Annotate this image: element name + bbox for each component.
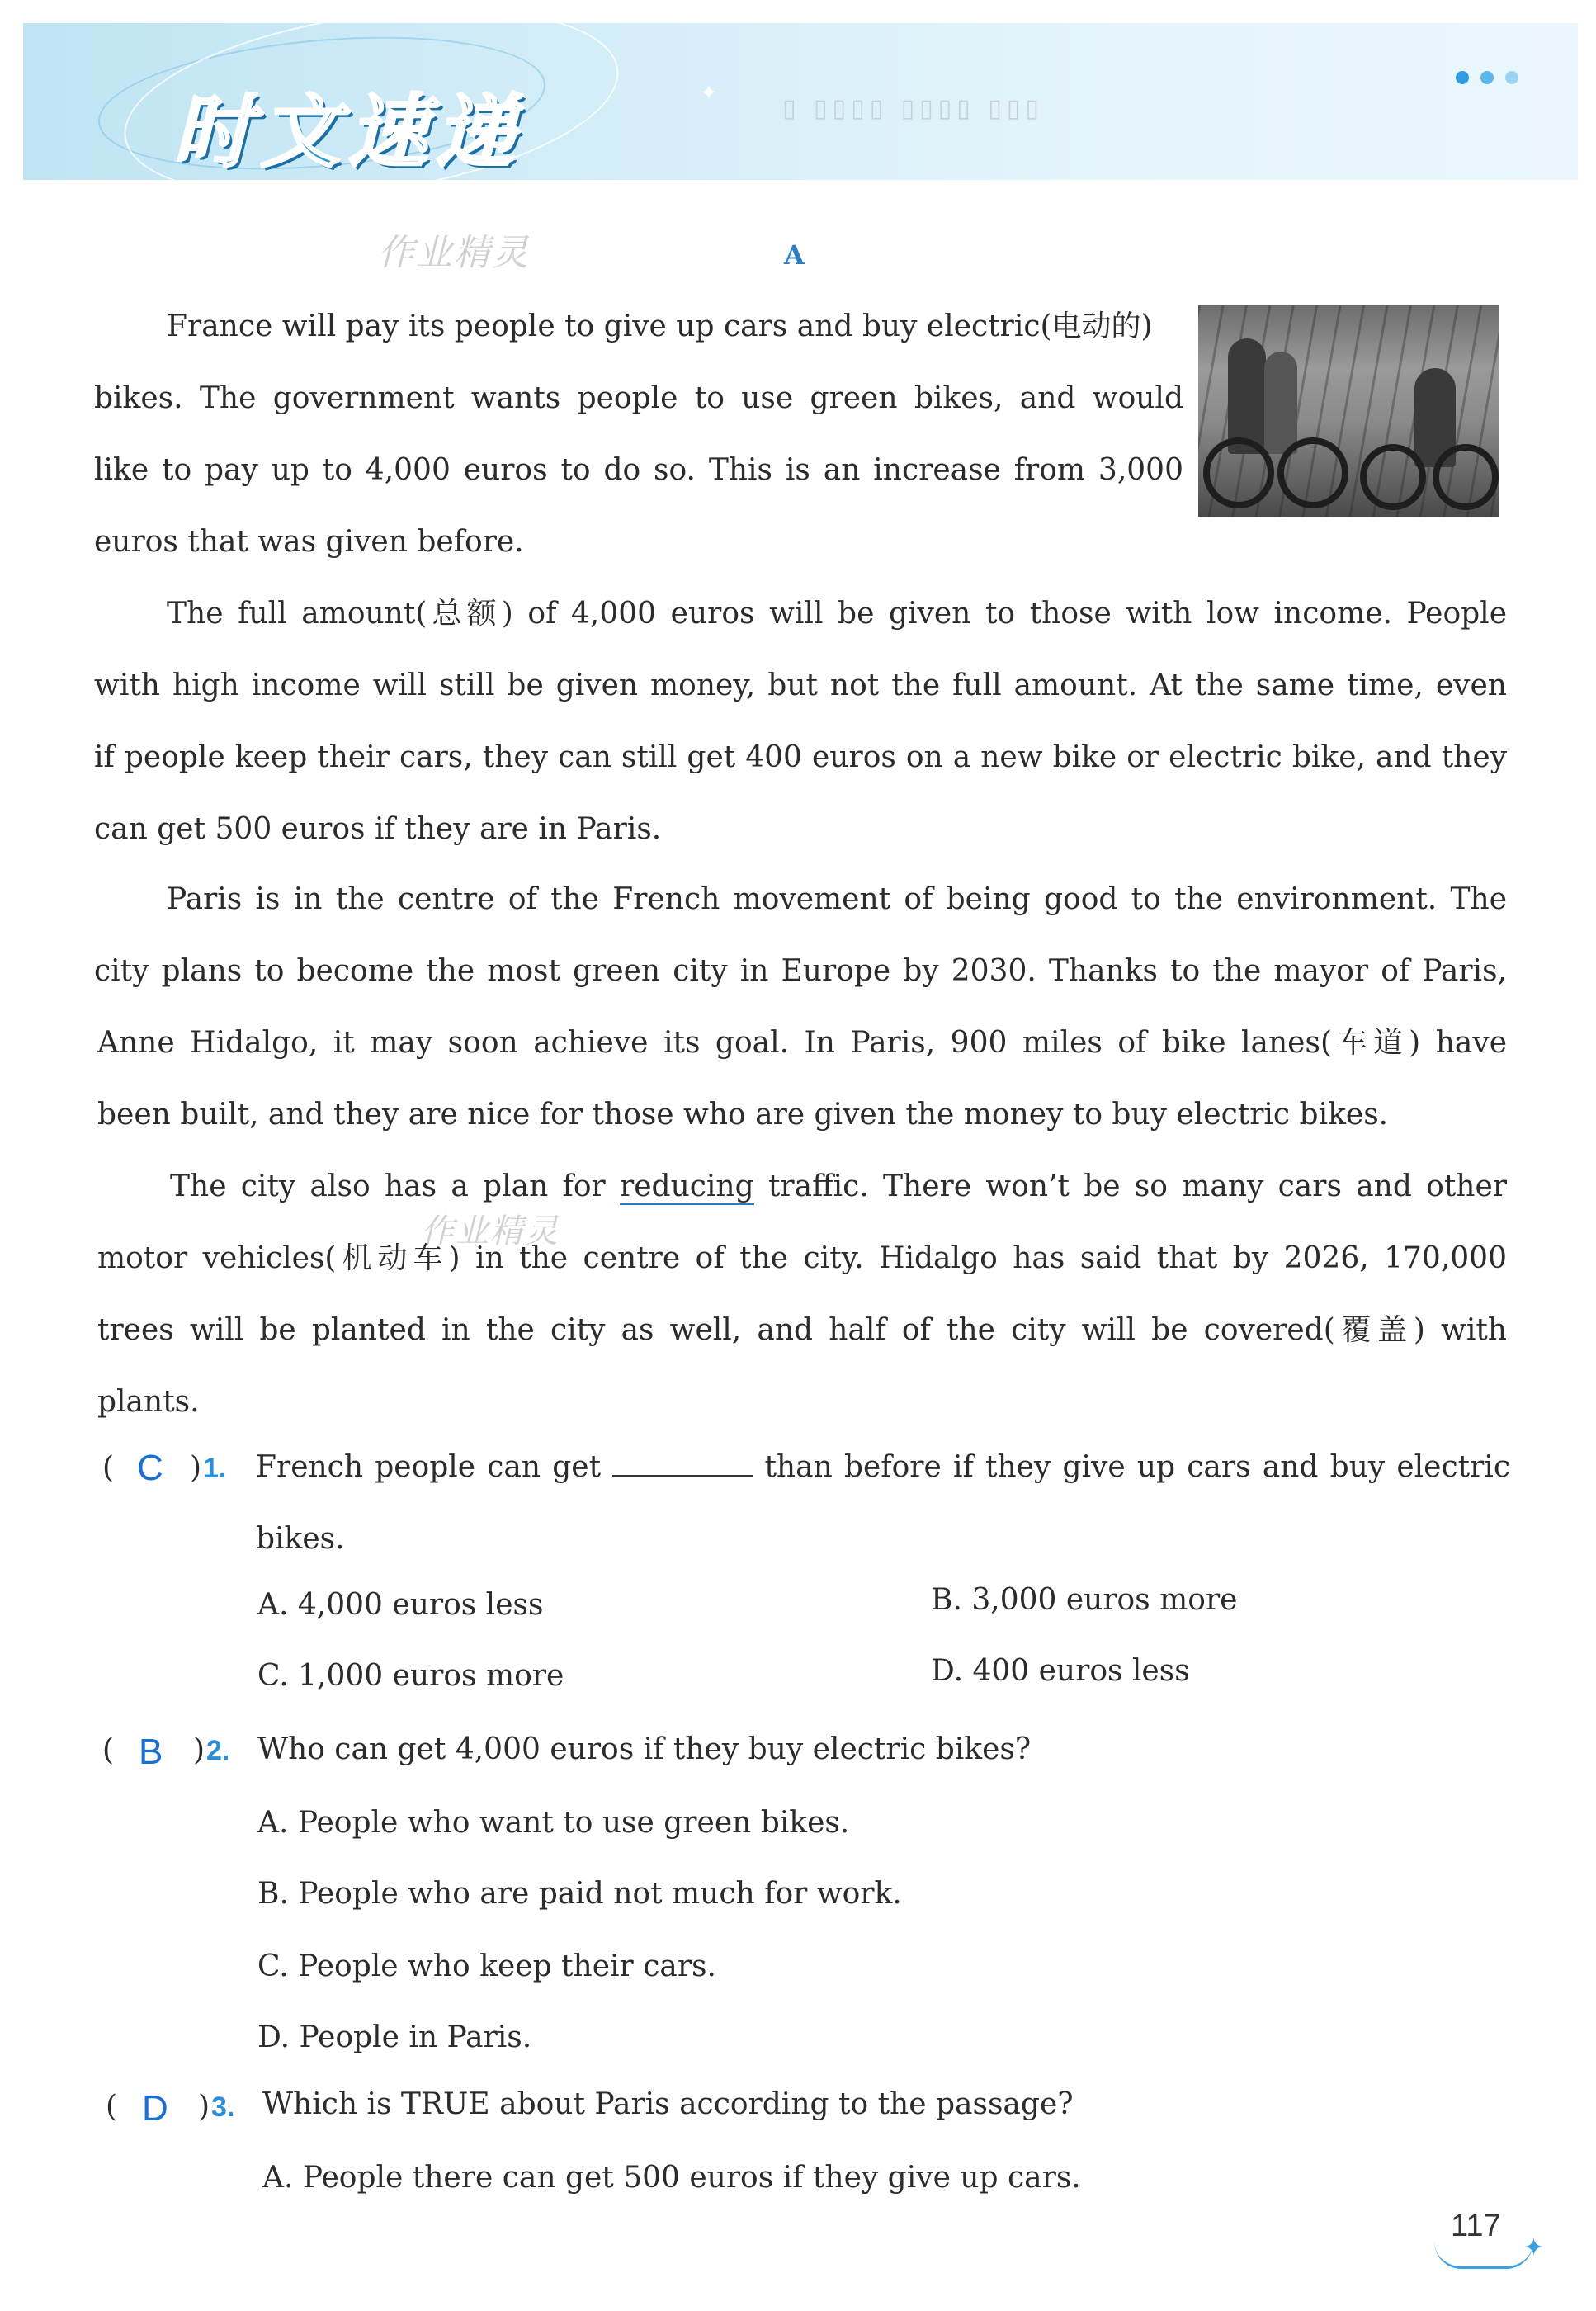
faint-bleed-text: ▯ ▯▯▯▯ ▯▯▯▯ ▯▯▯ — [782, 94, 1044, 123]
answer-blank — [612, 1450, 753, 1477]
question-stem: Which is TRUE about Paris according to the passage? — [262, 2087, 1074, 2121]
text-line — [97, 1151, 1507, 1222]
text-line: Paris is in the centre of the French movement of being good to the environment. The — [167, 882, 1507, 916]
question-number: 1. — [203, 1453, 227, 1484]
paren-open: ( — [106, 2090, 118, 2124]
text-line: The full amount(总额) of 4,000 euros will be given to those with low income. People — [167, 597, 1507, 631]
page-number: 117 — [1451, 2209, 1501, 2243]
option-d: D. 400 euros less — [931, 1654, 1190, 1688]
stem-text: than before if they give up cars and buy electric — [764, 1450, 1510, 1484]
dot-icon — [1505, 71, 1518, 84]
text-line: trees will be planted in the city as well, and half of the city will be covered(覆盖) with — [97, 1313, 1507, 1347]
option-b: B. 3,000 euros more — [931, 1583, 1238, 1617]
star-icon: ✦ — [1523, 2233, 1545, 2262]
text-line: if people keep their cars, they can still get 400 euros on a new bike or electric bike, and they — [94, 740, 1507, 774]
watermark-logo: 作业精灵 — [378, 232, 530, 274]
decorative-dots — [1456, 71, 1518, 84]
text-line: plants. — [97, 1385, 200, 1419]
sparkle-icon: ✦ — [700, 81, 718, 106]
question-stem-cont: bikes. — [256, 1522, 345, 1556]
question-stem — [256, 1431, 1510, 1503]
paren-close: ) — [190, 1451, 202, 1485]
underlined-word: reducing — [620, 1170, 754, 1203]
watermark-logo: 作业精灵 — [421, 1212, 560, 1250]
option-a: A. 4,000 euros less — [257, 1588, 544, 1622]
option-a: A. People who want to use green bikes. — [257, 1806, 850, 1840]
text-line: motor vehicles(机动车) in the centre of the city. Hidalgo has said that by 2026, 170,000 — [97, 1241, 1507, 1275]
answer-mark: D — [142, 2088, 168, 2129]
option-a: A. People there can get 500 euros if they give up cars. — [262, 2161, 1081, 2195]
text-line: euros that was given before. — [94, 525, 524, 559]
dot-icon — [1456, 71, 1469, 84]
text-span: traffic. There won’t be so many cars and other — [753, 1170, 1508, 1203]
option-c: C. 1,000 euros more — [257, 1659, 564, 1693]
option-b: B. People who are paid not much for work. — [257, 1877, 902, 1911]
text-line: been built, and they are nice for those who are given the money to buy electric bikes. — [97, 1098, 1389, 1132]
text-span: The city also has a plan for — [170, 1170, 621, 1203]
header-banner — [23, 23, 1578, 180]
text-line: with high income will still be given money, but not the full amount. At the same time, even — [94, 669, 1507, 702]
dot-icon — [1480, 71, 1494, 84]
option-c: C. People who keep their cars. — [257, 1949, 716, 1983]
text-line: France will pay its people to give up cars and buy electric(电动的) — [167, 310, 1153, 343]
question-stem: Who can get 4,000 euros if they buy electric bikes? — [257, 1732, 1032, 1766]
stem-text: French people can get — [256, 1450, 602, 1484]
text-line: bikes. The government wants people to use green bikes, and would — [94, 381, 1183, 415]
paren-open: ( — [102, 1733, 115, 1767]
option-d: D. People in Paris. — [257, 2020, 532, 2054]
cyclists-photo — [1198, 305, 1499, 517]
answer-mark: B — [139, 1732, 163, 1772]
question-number: 3. — [211, 2091, 235, 2123]
answer-mark: C — [137, 1448, 163, 1488]
text-line: can get 500 euros if they are in Paris. — [94, 812, 662, 846]
paren-open: ( — [102, 1451, 115, 1485]
text-line: city plans to become the most green city in Europe by 2030. Thanks to the mayor of Paris, — [94, 954, 1507, 988]
text-line: like to pay up to 4,000 euros to do so. This is an increase from 3,000 — [94, 453, 1183, 487]
page-number-arc — [1434, 2242, 1533, 2269]
question-number: 2. — [206, 1735, 230, 1766]
section-title: 时文速递 — [173, 86, 523, 178]
paren-close: ) — [198, 2090, 210, 2124]
passage-label: A — [784, 239, 805, 271]
text-line: Anne Hidalgo, it may soon achieve its goal. In Paris, 900 miles of bike lanes(车道) have — [97, 1026, 1507, 1060]
paren-close: ) — [193, 1733, 205, 1767]
